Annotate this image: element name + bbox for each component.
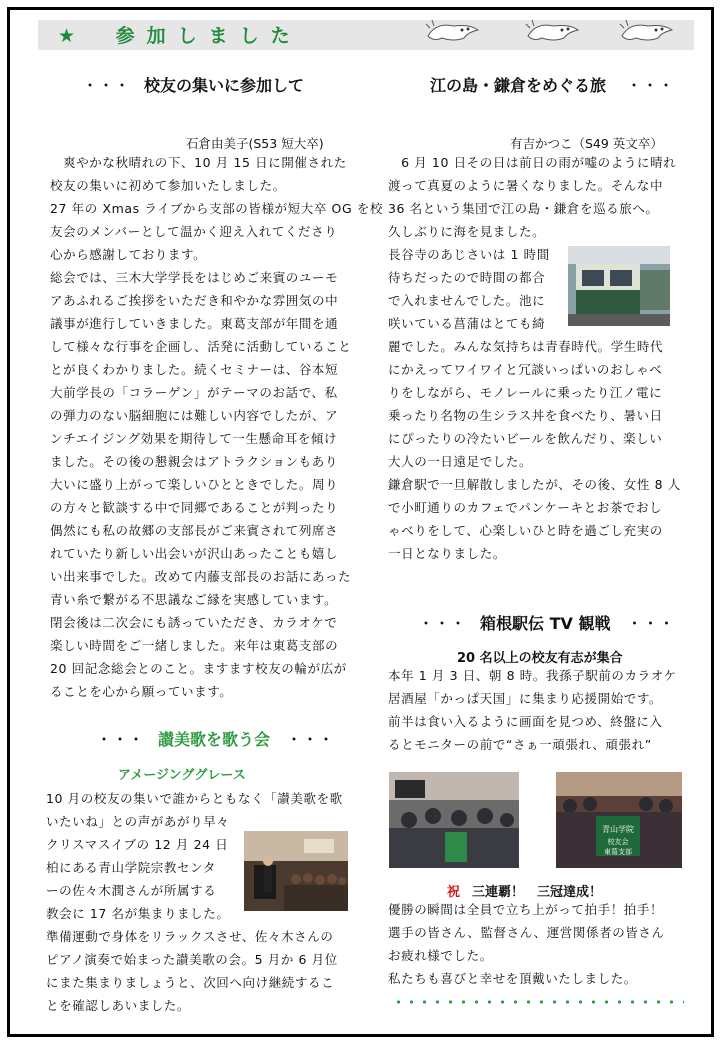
text-line: 前半は食い入るように画面を見つめ、終盤に入 <box>388 714 663 729</box>
text-line: 27 年の Xmas ライブから支部の皆様が短大卒 OG を校 <box>50 201 384 216</box>
text-line: 閉会後は二次会にも誘っていただき、カラオケで <box>50 615 338 630</box>
text-line: ゃべりをして、心楽しいひと時を過ごし充実の <box>388 523 663 538</box>
article1-body <box>50 151 383 703</box>
article3-body-intro <box>388 151 676 243</box>
text-line: の弾力のない脳細胞には難しい内容でしたが、ア <box>50 408 339 423</box>
text-line: 渡って真夏のように暑くなりました。そんな中 <box>388 178 664 193</box>
ghost-doodle-icon <box>618 16 676 46</box>
text-line: 心から感謝しております。 <box>50 247 207 262</box>
congrats-line: 祝 三連覇！ 三冠達成！ <box>447 885 603 900</box>
text-line: にかえってワイワイと冗談いっぱいのおしゃべ <box>388 362 663 377</box>
text-line: 久しぶりに海を見ました。 <box>388 224 546 239</box>
article3-author: 有吉かつこ（S49 英文卒） <box>510 136 663 151</box>
article4-body-end <box>388 898 665 990</box>
text-line: るとモニターの前で“さぁ一頑張れ、頑張れ” <box>388 737 652 752</box>
text-line: 私たちも喜びと幸せを頂戴いたしました。 <box>388 971 637 986</box>
banner-text: 青山学院 <box>602 825 634 834</box>
text-line: 議事が進行していきました。東葛支部が年間を通 <box>50 316 339 331</box>
enoden-train-photo <box>568 246 670 326</box>
article3-body-wrap <box>388 243 550 335</box>
article1-heading: ・・・ 校友の集いに参加して <box>82 76 305 95</box>
text-line: 一日となりました。 <box>388 546 506 561</box>
text-line: とを確認しあいました。 <box>46 998 191 1013</box>
svg-text:校友会: 校友会 <box>607 838 629 846</box>
text-line: 校友の集いに初めて参加いたしました。 <box>50 178 286 193</box>
text-line: いたいね」との声があがり早々 <box>46 814 230 829</box>
text-line: 10 月の校友の集いで誰からともなく「讃美歌を歌 <box>46 791 343 806</box>
text-line: 大人の一日遠足でした。 <box>388 454 533 469</box>
text-line: ることを心から願っています。 <box>50 684 233 699</box>
text-line: にぴったりの冷たいビールを飲んだり、楽しい <box>388 431 663 446</box>
text-line: 準備運動で身体をリラックスさせ、佐々木さんの <box>46 929 334 944</box>
article3-heading: 江の島・鎌倉をめぐる旅 ・・・ <box>430 76 675 95</box>
text-line: い出来事でした。改めて内藤支部長のお話にあった <box>50 569 352 584</box>
text-line: ンチエイジング効果を期待して一生懸命耳を傾け <box>50 431 338 446</box>
article2-body-end <box>46 925 338 1017</box>
title-text: 参加しました <box>115 25 302 47</box>
text-line: 乗ったり名物の生シラス丼を食べたり、暑い日 <box>388 408 663 423</box>
text-line: 選手の皆さん、監督さん、運営関係者の皆さん <box>388 925 665 940</box>
ghost-doodle-icon <box>424 16 482 46</box>
text-line: れていたり新しい出会いが沢山あったことも嬉し <box>50 546 339 561</box>
text-line: 鎌倉駅で一旦解散しましたが、その後、女性 8 人 <box>388 477 681 492</box>
svg-text:東葛支部: 東葛支部 <box>604 848 632 856</box>
text-line: 青い糸で繋がる不思議なご縁を実感しています。 <box>50 592 338 607</box>
text-line: の方々と歓談する中で同郷であることが判ったり <box>50 500 339 515</box>
karaoke-bar-photo <box>389 772 519 868</box>
text-line: 36 名という集団で江の島・鎌倉を巡る旅へ。 <box>388 201 659 216</box>
text-line: ました。その後の懇親会はアトラクションもあり <box>50 454 338 469</box>
article4-heading: ・・・ 箱根駅伝 TV 観戦 ・・・ <box>418 614 675 633</box>
text-line: 居酒屋「かっぱ天国」に集まり応援開始です。 <box>388 691 663 706</box>
text-line: 麗でした。みんな気持ちは青春時代。学生時代 <box>388 339 664 354</box>
text-line: 本年 1 月 3 日、朝 8 時。我孫子駅前のカラオケ <box>388 668 677 683</box>
text-line: 大前学長の「コラーゲン」がテーマのお話で、私 <box>50 385 338 400</box>
text-line: とが良くわかりました。続くセミナーは、谷本短 <box>50 362 339 377</box>
dotted-divider <box>392 998 684 1006</box>
article3-body-end <box>388 335 681 565</box>
text-line: 待ちだったので時間の都合 <box>388 270 546 285</box>
text-line: 偶然にも私の故郷の支部長がご来賓されて列席さ <box>50 523 339 538</box>
text-line: クリスマスイブの 12 月 24 日 <box>46 837 229 852</box>
article4-body <box>388 664 677 756</box>
text-line: 優勝の瞬間は全員で立ち上がって拍手！拍手！ <box>388 902 664 917</box>
text-line: りをしながら、モノレールに乗ったり江ノ電に <box>388 385 663 400</box>
text-line: 6 月 10 日その日は前日の雨が嘘のように晴れ <box>388 155 677 170</box>
text-line: して様々な行事を企画し、活発に活動していること <box>50 339 352 354</box>
text-line: 総会では、三木大学学長をはじめご来賓のユーモ <box>50 270 339 285</box>
group-banner-photo <box>556 772 682 868</box>
text-line: で小町通りのカフェでパンケーキとお茶でおし <box>388 500 663 515</box>
article2-heading: ・・・ 讃美歌を歌う会 ・・・ <box>96 730 335 749</box>
text-line: 柏にある青山学院宗教センタ <box>46 860 216 875</box>
article2-body-intro <box>46 787 343 833</box>
text-line: ピアノ演奏で始まった讃美歌の会。5 月か 6 月位 <box>46 952 338 967</box>
text-line: 20 回記念総会とのこと。ますます校友の輪が広が <box>50 661 347 676</box>
text-line: アあふれるご挨拶をいただき和やかな雰囲気の中 <box>50 293 339 308</box>
page-title <box>58 21 302 48</box>
text-line: 咲いている菖蒲はとても綺 <box>388 316 546 331</box>
text-line: 楽しい時間をご一緒しました。来年は東葛支部の <box>50 638 339 653</box>
text-line: ーの佐々木潤さんが所属する <box>46 883 217 898</box>
text-line: 長谷寺のあじさいは 1 時間 <box>388 247 550 262</box>
text-line: 教会に 17 名が集まりました。 <box>46 906 230 921</box>
article4-subtitle: 20 名以上の校友有志が集合 <box>457 651 623 666</box>
article2-body-wrap <box>46 833 229 925</box>
ghost-doodle-icon <box>524 16 582 46</box>
article1-author: 石倉由美子(S53 短大卒) <box>186 136 324 151</box>
text-line: にまた集まりましょうと、次回へ向け継続するこ <box>46 975 335 990</box>
text-line: 爽やかな秋晴れの下、10 月 15 日に開催された <box>50 155 347 170</box>
text-line: 友会のメンバーとして温かく迎え入れてくださり <box>50 224 338 239</box>
church-concert-photo <box>244 831 348 911</box>
text-line: お疲れ様でした。 <box>388 948 493 963</box>
article2-subtitle: アメージンググレース <box>118 768 246 783</box>
text-line: で入れませんでした。池に <box>388 293 546 308</box>
text-line: 大いに盛り上がって楽しいひとときでした。周り <box>50 477 339 492</box>
star-icon: ★ <box>58 25 88 47</box>
